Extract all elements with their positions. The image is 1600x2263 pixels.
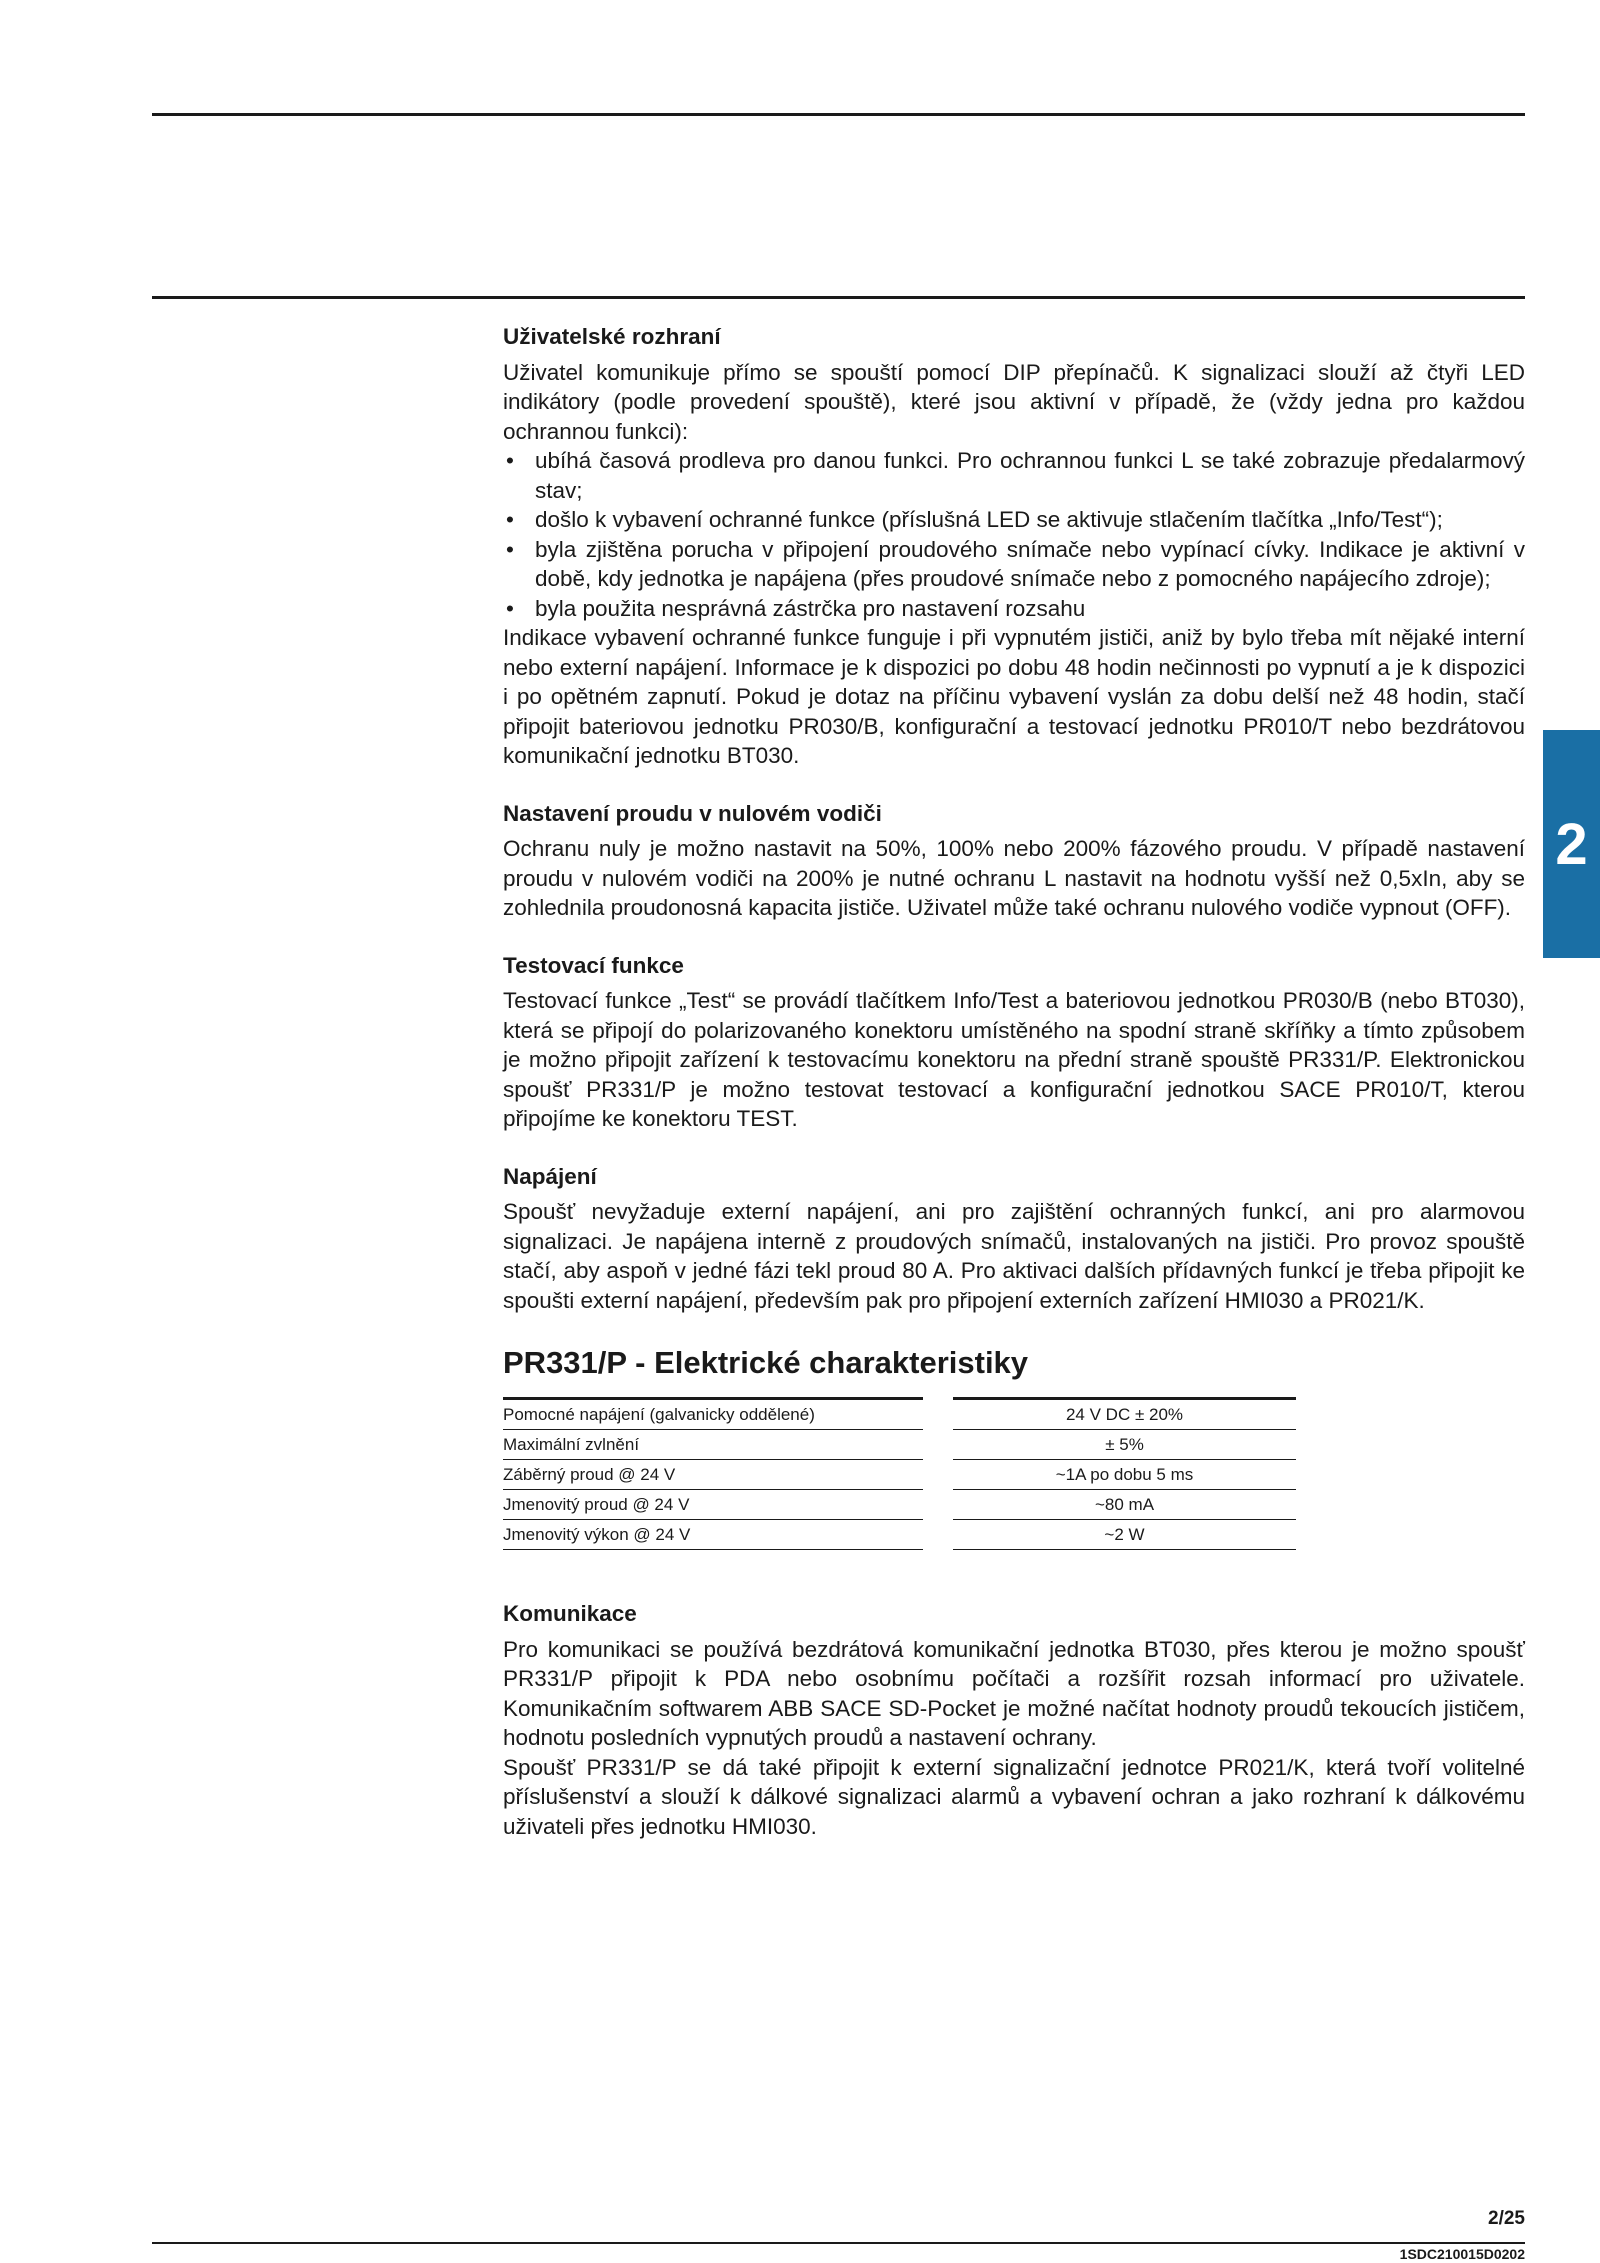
list-item-text: ubíhá časová prodleva pro danou funkci. Pro ochrannou funkci L se také zobrazuje předalarmový stav;	[535, 448, 1525, 503]
paragraph: Spoušť nevyžaduje externí napájení, ani pro zajištění ochranných funkcí, ani pro alarmovou signalizaci. Je napájena interně z proudových snímačů, instalovaných na jističi. Pro provoz spouště stačí, aby aspoň v jedné fázi tekl proud 80 A. Pro aktivaci dalších přídavných funkcí je třeba připojit ke spoušti externí napájení, především pak pro připojení externích zařízení HMI030 a PR021/K.	[503, 1199, 1525, 1313]
spec-label: Pomocné napájení (galvanicky oddělené)	[503, 1400, 923, 1430]
bullet-list	[503, 446, 1525, 623]
page-number: 2/25	[1488, 2208, 1525, 2229]
bullet-icon: •	[506, 507, 514, 532]
spec-label: Jmenovitý proud @ 24 V	[503, 1490, 923, 1520]
section-neutral-current	[503, 799, 1525, 923]
spec-value: ~1A po dobu 5 ms	[953, 1460, 1296, 1490]
spec-label: Záběrný proud @ 24 V	[503, 1460, 923, 1490]
section-power-supply	[503, 1162, 1525, 1316]
list-item-text: došlo k vybavení ochranné funkce (příslušná LED se aktivuje stlačením tlačítka „Info/Test“);	[535, 507, 1443, 532]
paragraph: Uživatel komunikuje přímo se spouští pomocí DIP přepínačů. K signalizaci slouží až čtyři LED indikátory (podle provedení spouště), které jsou aktivní v případě, že (vždy jedna pro každou ochrannou funkci):	[503, 359, 1525, 444]
section-heading: Komunikace	[503, 1601, 637, 1626]
list-item-text: byla zjištěna porucha v připojení proudového snímače nebo vypínací cívky. Indikace je aktivní v době, kdy jednotka je napájena (přes proudové snímače nebo z pomocného napájecího zdroje);	[535, 536, 1525, 591]
header-rule-bottom	[152, 296, 1525, 299]
spec-value: 24 V DC ± 20%	[953, 1400, 1296, 1430]
spec-value: ~80 mA	[953, 1490, 1296, 1520]
list-item	[503, 446, 1525, 505]
paragraph: Spoušť PR331/P se dá také připojit k externí signalizační jednotce PR021/K, která tvoří volitelné příslušenství a slouží k dálkové signalizaci alarmů a vybavení ochran a jako rozhraní k dálkovému uživateli přes jednotku HMI030.	[503, 1754, 1525, 1839]
list-item-text: byla použita nesprávná zástrčka pro nastavení rozsahu	[535, 595, 1086, 621]
section-heading: Napájení	[503, 1163, 597, 1189]
section-test-function	[503, 951, 1525, 1134]
spec-value: ~2 W	[953, 1520, 1296, 1550]
section-heading: Nastavení proudu v nulovém vodiči	[503, 800, 882, 826]
document-code: 1SDC210015D0202	[1399, 2246, 1525, 2262]
spec-label: Maximální zvlnění	[503, 1430, 923, 1460]
bullet-icon: •	[506, 448, 514, 473]
footer-rule	[152, 2242, 1525, 2244]
section-heading: Uživatelské rozhraní	[503, 324, 721, 349]
paragraph: Testovací funkce „Test“ se provádí tlačítkem Info/Test a bateriovou jednotkou PR030/B (nebo BT030), která se připojí do polarizovaného konektoru umístěného na spodní straně skříňky a tímto způsobem je možno připojit zařízení k testovacímu konektoru na přední straně spouště PR331/P. Elektronickou spoušť PR331/P je možno testovat testovací a konfigurační jednotkou SACE PR010/T, kterou připojíme ke konektoru TEST.	[503, 988, 1525, 1131]
paragraph: Ochranu nuly je možno nastavit na 50%, 100% nebo 200% fázového proudu. V případě nastavení proudu v nulovém vodiči na 200% je nutné ochranu L nastavit na hodnotu vyšší než 0,5xIn, aby se zohlednila proudonosná kapacita jističe. Uživatel může také ochranu nulového vodiče vypnout (OFF).	[503, 836, 1525, 920]
list-item	[503, 505, 1525, 535]
spec-value: ± 5%	[953, 1430, 1296, 1460]
specs-value-column	[953, 1397, 1296, 1550]
section-communication	[503, 1599, 1525, 1841]
section-user-interface	[503, 322, 1525, 771]
spec-label: Jmenovitý výkon @ 24 V	[503, 1520, 923, 1550]
specs-title: PR331/P - Elektrické charakteristiky	[503, 1345, 1029, 1380]
specs-label-column	[503, 1397, 923, 1550]
list-item	[503, 594, 1525, 624]
header-rule-top	[152, 113, 1525, 116]
section-heading: Testovací funkce	[503, 952, 684, 978]
chapter-tab: 2	[1543, 730, 1600, 958]
paragraph: Indikace vybavení ochranné funkce funguje i při vypnutém jističi, aniž by bylo třeba mít nějaké interní nebo externí napájení. Informace je k dispozici po dobu 48 hodin nečinnosti po vypnutí a je k dispozici i po opětném zapnutí. Pokud je dotaz na příčinu vybavení vyslán za dobu delší než 48 hodin, stačí připojit bateriovou jednotku PR030/B, konfigurační a testovací jednotku PR010/T nebo bezdrátovou komunikační jednotku BT030.	[503, 625, 1525, 768]
paragraph: Pro komunikaci se používá bezdrátová komunikační jednotka BT030, přes kterou je možno spoušť PR331/P připojit k PDA nebo osobnímu počítači a rozšířit rozsah informací pro uživatele. Komunikačním softwarem ABB SACE SD-Pocket je možné načítat hodnoty proudů tekoucích jističem, hodnotu posledních vypnutých proudů a nastavení ochrany.	[503, 1636, 1525, 1750]
specs-table	[503, 1397, 1296, 1557]
bullet-icon: •	[506, 536, 514, 562]
list-item	[503, 535, 1525, 594]
bullet-icon: •	[506, 595, 514, 621]
document-body	[503, 322, 1525, 1841]
